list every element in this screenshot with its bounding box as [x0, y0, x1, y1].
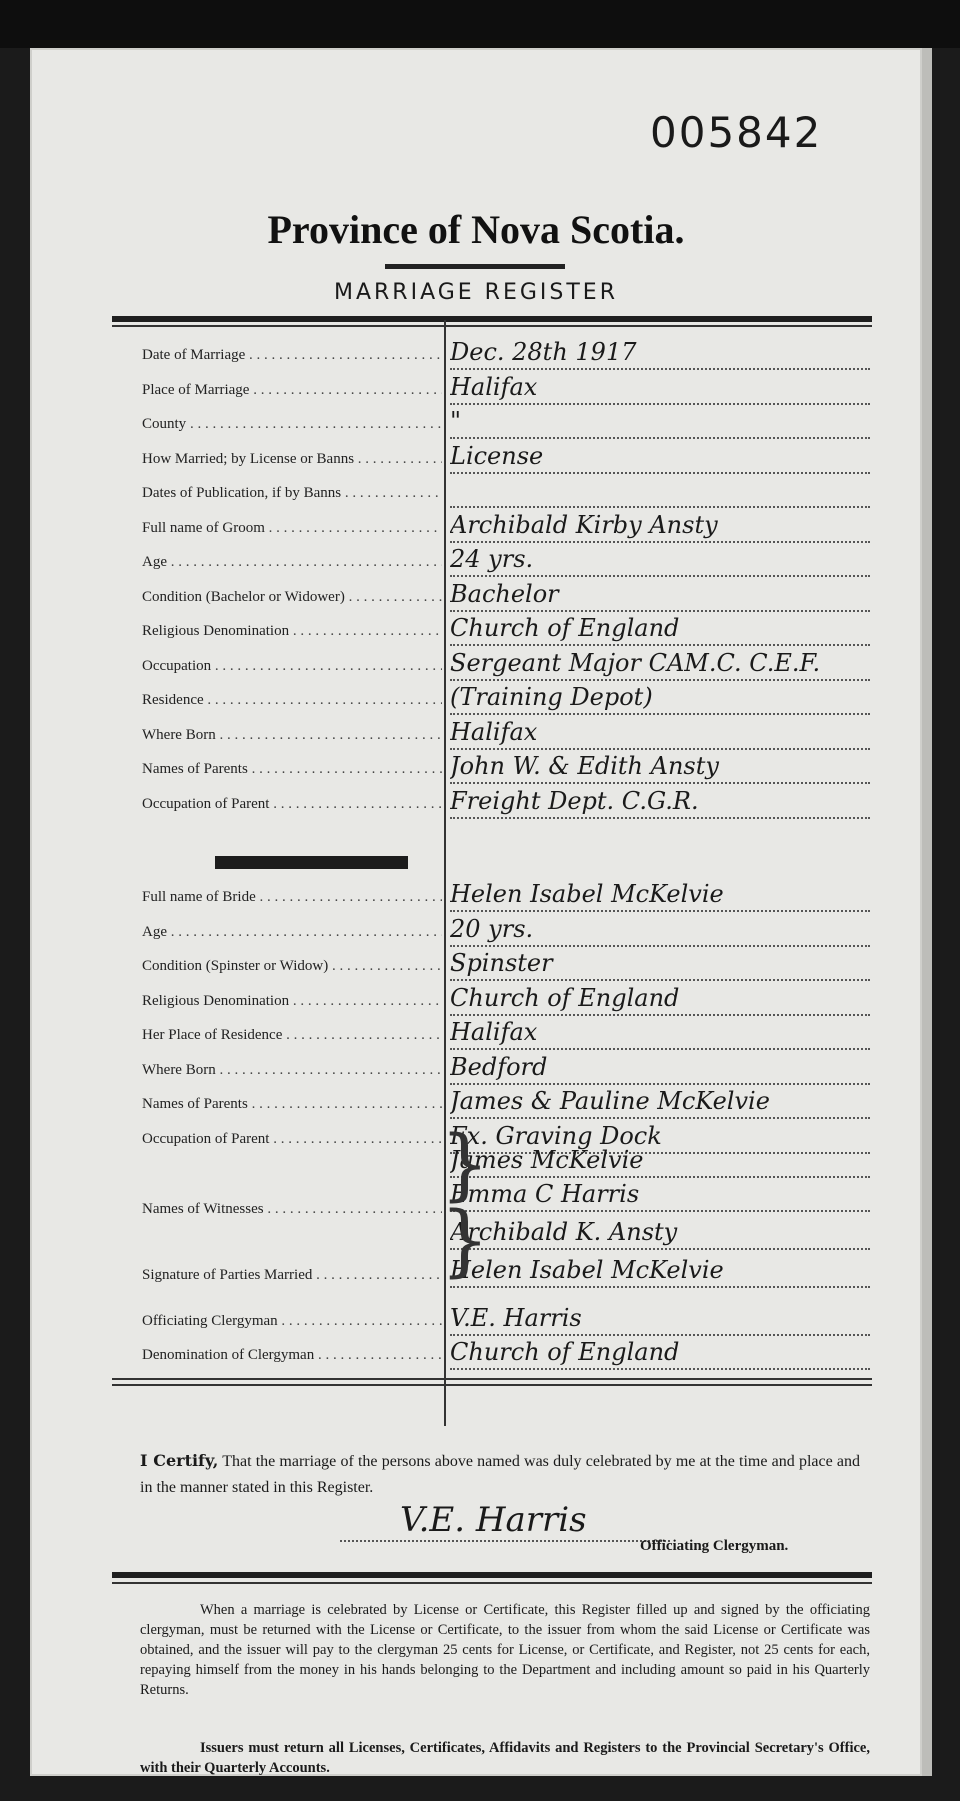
field-label: Occupation of Parent . . . — [142, 1131, 442, 1148]
field-value: Church of England — [450, 614, 680, 642]
field-row — [112, 1016, 872, 1050]
value-dots — [450, 817, 870, 819]
field-row — [112, 785, 872, 819]
field-value: Freight Dept. C.G.R. — [450, 786, 699, 815]
witness-row-1 — [112, 1144, 872, 1178]
field-row — [112, 750, 872, 784]
witnesses-brace: } — [440, 1120, 490, 1210]
field-label: Religious Denomination . . . — [142, 993, 442, 1010]
field-value: Halifax — [450, 372, 538, 401]
signatures-label: Signature of Parties Married . . . — [142, 1267, 442, 1284]
body-end-rule-1 — [112, 1378, 872, 1380]
field-row — [112, 681, 872, 715]
title-rule — [385, 264, 565, 269]
field-label: Full name of Bride . . . — [142, 889, 442, 906]
field-value: Helen Isabel McKelvie — [450, 880, 724, 908]
field-row — [112, 371, 872, 405]
field-row — [112, 913, 872, 947]
field-row — [112, 509, 872, 543]
field-value: James & Pauline McKelvie — [450, 1087, 770, 1115]
certify-text: That the marriage of the persons above named was duly celebrated by me at the time and place and in the manner stated in this Register. — [140, 1453, 860, 1496]
field-value: Archibald Kirby Ansty — [450, 510, 718, 539]
field-label: Her Place of Residence . . . — [142, 1027, 442, 1044]
field-label: Full name of Groom . . . — [142, 520, 442, 537]
register-number: 005842 — [650, 108, 823, 157]
field-label: Dates of Publication, if by Banns . . . — [142, 485, 442, 502]
field-row — [112, 336, 872, 370]
certify-signature: V.E. Harris — [400, 1500, 587, 1540]
field-row — [112, 1085, 872, 1119]
field-value: Church of England — [450, 1338, 680, 1366]
field-label: Condition (Spinster or Widow) . . . — [142, 958, 442, 975]
certify-lead: I Certify, — [140, 1451, 219, 1470]
signature-1-value: Archibald K. Ansty — [450, 1218, 678, 1246]
field-row — [112, 982, 872, 1016]
field-value: 24 yrs. — [450, 545, 534, 573]
field-row — [112, 1051, 872, 1085]
field-row — [112, 405, 872, 439]
body-end-rule-2 — [112, 1384, 872, 1386]
field-row — [112, 716, 872, 750]
instructions-notice: When a marriage is celebrated by License or Certificate, this Register filled up and signed by the officiating clergyman, must be returned with the License or Certificate, to the issuer from whom the said License or Certificate was obtained, and the issuer will pay to the clergyman 25 cents for License, or Certificate, and Register, not 25 cents for each, repaying himself from the money in his hands belonging to the Department and including amount so paid in his Quarterly Returns. — [140, 1602, 870, 1698]
value-dots — [450, 1286, 870, 1288]
field-value: Sergeant Major CAM.C. C.E.F. — [450, 648, 821, 677]
field-value: " — [450, 407, 462, 435]
footer-rule-thin — [112, 1582, 872, 1584]
header-rule-thick — [112, 316, 872, 322]
field-value: Spinster — [450, 949, 553, 977]
field-label: Condition (Bachelor or Widower) . . . — [142, 589, 442, 606]
signature-2-value: Helen Isabel McKelvie — [450, 1256, 724, 1284]
scan-border-top — [0, 0, 960, 48]
certification-statement — [140, 1448, 860, 1501]
field-label: Names of Parents . . . — [142, 761, 442, 778]
field-value: (Training Depot) — [450, 683, 653, 711]
field-value: License — [450, 441, 544, 470]
field-label: Place of Marriage . . . — [142, 382, 442, 399]
field-row — [112, 474, 872, 508]
value-dots — [450, 1210, 870, 1212]
field-row — [112, 578, 872, 612]
field-label: Officiating Clergyman . . . — [142, 1313, 442, 1330]
field-row — [112, 543, 872, 577]
field-value: Bachelor — [450, 579, 559, 608]
field-label: County . . . — [142, 416, 442, 433]
field-row — [112, 1336, 872, 1370]
field-value: Dec. 28th 1917 — [450, 338, 637, 366]
signature-row-2 — [112, 1254, 872, 1288]
field-label: Occupation of Parent . . . — [142, 796, 442, 813]
signatures-brace: } — [440, 1196, 490, 1286]
province-title: Province of Nova Scotia. — [267, 207, 685, 252]
field-row — [112, 647, 872, 681]
field-label: Names of Parents . . . — [142, 1096, 442, 1113]
value-dots — [450, 1248, 870, 1250]
field-value: Bedford — [450, 1052, 548, 1081]
field-row — [112, 878, 872, 912]
field-value: Halifax — [450, 717, 538, 746]
witness-2-value: Emma C Harris — [450, 1180, 640, 1208]
field-row — [112, 1302, 872, 1336]
bride-section-bar — [215, 856, 408, 869]
field-label: Residence . . . — [142, 692, 442, 709]
field-label: Where Born . . . — [142, 727, 442, 744]
witness-row-2 — [112, 1178, 872, 1217]
field-label: Where Born . . . — [142, 1062, 442, 1079]
field-label: Denomination of Clergyman . . . — [142, 1347, 442, 1364]
certify-caption: Officiating Clergyman. — [640, 1538, 789, 1554]
field-value: John W. & Edith Ansty — [450, 752, 719, 780]
witness-1-value: James McKelvie — [450, 1146, 644, 1174]
field-label: Occupation . . . — [142, 658, 442, 675]
field-row — [112, 440, 872, 474]
field-value: Church of England — [450, 983, 680, 1012]
sheet-edge — [922, 48, 932, 1776]
signature-row-1 — [112, 1216, 872, 1250]
field-value: Fx. Graving Dock — [450, 1121, 662, 1150]
header-rule-thin — [112, 325, 872, 327]
field-value: Halifax — [450, 1018, 538, 1046]
field-label: Date of Marriage . . . — [142, 347, 442, 364]
field-label: How Married; by License or Banns . . . — [142, 451, 442, 468]
field-row — [112, 947, 872, 981]
witnesses-label: Names of Witnesses . . . — [142, 1201, 442, 1218]
field-label: Age . . . — [142, 554, 442, 571]
field-label: Religious Denomination . . . — [142, 623, 442, 640]
register-title: MARRIAGE REGISTER — [333, 280, 618, 305]
value-dots — [450, 1368, 870, 1370]
field-row — [112, 612, 872, 646]
issuers-notice: Issuers must return all Licenses, Certificates, Affidavits and Registers to the Provincial Secretary's Office, with their Quarterly Accounts. — [140, 1740, 870, 1776]
field-label: Age . . . — [142, 924, 442, 941]
field-value: V.E. Harris — [450, 1304, 582, 1332]
footer-rule-thick — [112, 1572, 872, 1578]
field-value: 20 yrs. — [450, 914, 534, 943]
register-sheet — [30, 48, 922, 1776]
